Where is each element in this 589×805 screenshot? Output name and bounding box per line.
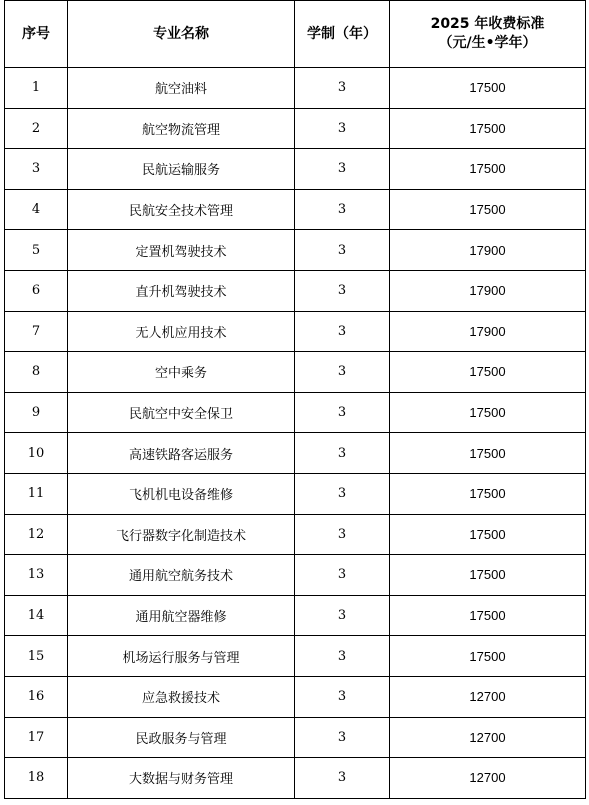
table-row	[5, 270, 586, 311]
fee-standard-table	[4, 0, 586, 799]
table-row	[5, 636, 586, 677]
cell-fee: 17500	[390, 433, 586, 474]
cell-major-name: 飞行器数字化制造技术	[68, 514, 295, 555]
cell-serial-number: 7	[5, 311, 68, 352]
table-row	[5, 230, 586, 271]
cell-major-name: 空中乘务	[68, 352, 295, 393]
cell-years: 3	[295, 595, 390, 636]
cell-fee: 17900	[390, 230, 586, 271]
cell-major-name: 机场运行服务与管理	[68, 636, 295, 677]
cell-serial-number: 13	[5, 555, 68, 596]
cell-serial-number: 4	[5, 189, 68, 230]
table-row	[5, 108, 586, 149]
cell-major-name: 通用航空航务技术	[68, 555, 295, 596]
cell-major-name: 应急救援技术	[68, 676, 295, 717]
cell-major-name: 通用航空器维修	[68, 595, 295, 636]
header-major-name: 专业名称	[68, 1, 295, 68]
cell-serial-number: 15	[5, 636, 68, 677]
table-row	[5, 555, 586, 596]
cell-fee: 17500	[390, 352, 586, 393]
cell-serial-number: 9	[5, 392, 68, 433]
cell-years: 3	[295, 392, 390, 433]
cell-years: 3	[295, 514, 390, 555]
table-row	[5, 149, 586, 190]
cell-serial-number: 12	[5, 514, 68, 555]
cell-major-name: 无人机应用技术	[68, 311, 295, 352]
cell-major-name: 民政服务与管理	[68, 717, 295, 758]
header-serial-number: 序号	[5, 1, 68, 68]
cell-fee: 12700	[390, 758, 586, 799]
header-fee-line-1: 2025 年收费标准	[430, 16, 545, 32]
cell-serial-number: 10	[5, 433, 68, 474]
cell-serial-number: 14	[5, 595, 68, 636]
cell-years: 3	[295, 352, 390, 393]
header-row	[5, 1, 586, 68]
table-header	[5, 1, 586, 68]
table-body	[5, 68, 586, 799]
table-row	[5, 352, 586, 393]
cell-fee: 17500	[390, 108, 586, 149]
cell-fee: 17500	[390, 514, 586, 555]
cell-serial-number: 11	[5, 473, 68, 514]
cell-fee: 17900	[390, 270, 586, 311]
cell-major-name: 定置机驾驶技术	[68, 230, 295, 271]
table-row	[5, 514, 586, 555]
cell-serial-number: 18	[5, 758, 68, 799]
cell-major-name: 民航安全技术管理	[68, 189, 295, 230]
table-row	[5, 717, 586, 758]
cell-years: 3	[295, 555, 390, 596]
table-row	[5, 433, 586, 474]
cell-major-name: 高速铁路客运服务	[68, 433, 295, 474]
cell-fee: 17500	[390, 595, 586, 636]
cell-fee: 17500	[390, 149, 586, 190]
cell-major-name: 航空物流管理	[68, 108, 295, 149]
table-row	[5, 473, 586, 514]
cell-years: 3	[295, 473, 390, 514]
cell-fee: 12700	[390, 717, 586, 758]
header-fee-line-2: （元/生•学年）	[438, 35, 537, 51]
cell-fee: 17500	[390, 636, 586, 677]
cell-fee: 12700	[390, 676, 586, 717]
cell-fee: 17500	[390, 392, 586, 433]
cell-years: 3	[295, 676, 390, 717]
cell-major-name: 直升机驾驶技术	[68, 270, 295, 311]
cell-fee: 17500	[390, 68, 586, 109]
header-years: 学制（年）	[295, 1, 390, 68]
table-row	[5, 392, 586, 433]
cell-years: 3	[295, 311, 390, 352]
cell-years: 3	[295, 68, 390, 109]
header-fee-standard	[390, 1, 586, 68]
cell-years: 3	[295, 758, 390, 799]
cell-fee: 17500	[390, 189, 586, 230]
cell-serial-number: 5	[5, 230, 68, 271]
cell-serial-number: 8	[5, 352, 68, 393]
table-row	[5, 68, 586, 109]
cell-years: 3	[295, 108, 390, 149]
cell-major-name: 大数据与财务管理	[68, 758, 295, 799]
table-row	[5, 676, 586, 717]
cell-major-name: 飞机机电设备维修	[68, 473, 295, 514]
cell-years: 3	[295, 230, 390, 271]
cell-serial-number: 1	[5, 68, 68, 109]
cell-major-name: 民航空中安全保卫	[68, 392, 295, 433]
cell-serial-number: 3	[5, 149, 68, 190]
cell-major-name: 民航运输服务	[68, 149, 295, 190]
cell-years: 3	[295, 270, 390, 311]
cell-serial-number: 17	[5, 717, 68, 758]
cell-years: 3	[295, 717, 390, 758]
table-row	[5, 758, 586, 799]
cell-fee: 17900	[390, 311, 586, 352]
cell-years: 3	[295, 636, 390, 677]
cell-years: 3	[295, 149, 390, 190]
table-row	[5, 595, 586, 636]
cell-major-name: 航空油料	[68, 68, 295, 109]
table-row	[5, 189, 586, 230]
table-row	[5, 311, 586, 352]
cell-fee: 17500	[390, 555, 586, 596]
cell-serial-number: 6	[5, 270, 68, 311]
cell-years: 3	[295, 433, 390, 474]
cell-serial-number: 2	[5, 108, 68, 149]
cell-years: 3	[295, 189, 390, 230]
cell-fee: 17500	[390, 473, 586, 514]
cell-serial-number: 16	[5, 676, 68, 717]
